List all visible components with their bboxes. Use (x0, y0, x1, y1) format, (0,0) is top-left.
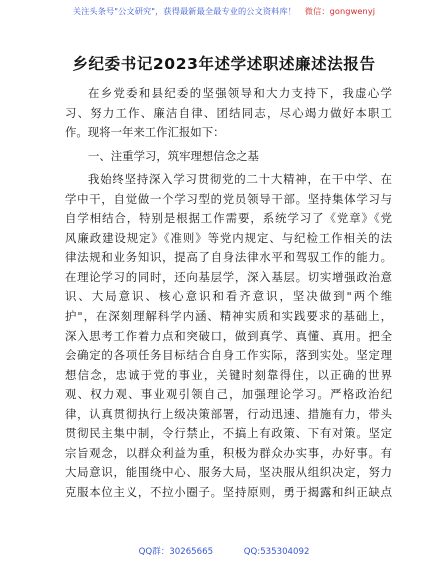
body-line: 会确定的各项任务目标结合自身工作实际，落到实处。坚定理 (65, 348, 392, 363)
body-line: 律，认真贯彻执行上级决策部署，行动迅速、措施有力，带头 (65, 406, 392, 421)
body-line: 习、努力工作、廉洁自律、团结同志，尽心竭力做好本职工 (65, 105, 392, 120)
body-line: 贯彻民主集中制，令行禁止，不搞上有政策、下有对策。坚定 (65, 426, 392, 441)
footer-qq: QQ:535304092 (243, 547, 310, 557)
body-line: 克服本位主义，不拉小圈子。坚持原则，勇于揭露和纠正缺点 (65, 484, 392, 499)
document-body (65, 84, 392, 502)
body-line: 在乡党委和县纪委的坚强领导和大力支持下，我虚心学 (88, 86, 392, 100)
body-line: 深入思考工作着力点和突破口，做到真学、真懂、真用。把全 (65, 328, 392, 343)
header-banner-promo: 关注头条号"公文研究"，获得最新最全最专业的公文资料库！ (72, 6, 297, 16)
body-line: 大局意识，能围绕中心、服务大局，坚决服从组织决定，努力 (65, 465, 392, 480)
section-heading: 一、注重学习，筑牢理想信念之基 (88, 148, 259, 163)
body-line: 识、大局意识、核心意识和看齐意识，坚决做到"两个维 (65, 289, 392, 304)
body-line: 我始终坚持深入学习贯彻党的二十大精神，在干中学、在 (88, 172, 392, 187)
body-line: 在理论学习的同时，还向基层学，深入基层。切实增强政治意 (65, 269, 392, 284)
body-line: 观、权力观、事业观引领自己，加强理论学习。严格政治纪 (65, 387, 392, 402)
footer-qq-group: QQ群：30265665 (138, 547, 214, 557)
body-line: 宗旨观念，以群众利益为重，积极为群众办实事，办好事。有 (65, 445, 392, 460)
document-title: 乡纪委书记2023年述学述职述廉述法报告 (72, 55, 376, 73)
body-line: 风廉政建设规定》《准则》等党内规定、与纪检工作相关的法 (65, 230, 392, 245)
body-line: 律法规和业务知识，提高了自身法律水平和驾驭工作的能力。 (65, 250, 392, 265)
header-banner (0, 6, 448, 17)
body-line: 想信念，忠诚于党的事业，关键时刻靠得住，以正确的世界 (65, 367, 392, 382)
body-line: 作。现将一年来工作汇报如下： (65, 125, 225, 140)
body-line: 自学相结合，特别是根据工作需要，系统学习了《党章》《党 (65, 211, 392, 226)
footer-contact (0, 545, 448, 557)
header-banner-wechat: 微信：gongwenyj (304, 6, 376, 16)
body-line: 学中干，自觉做一个学习型的党员领导干部。坚持集体学习与 (65, 191, 392, 206)
body-line: 护"，在深刻理解科学内涵、精神实质和实践要求的基础上， (65, 309, 392, 324)
